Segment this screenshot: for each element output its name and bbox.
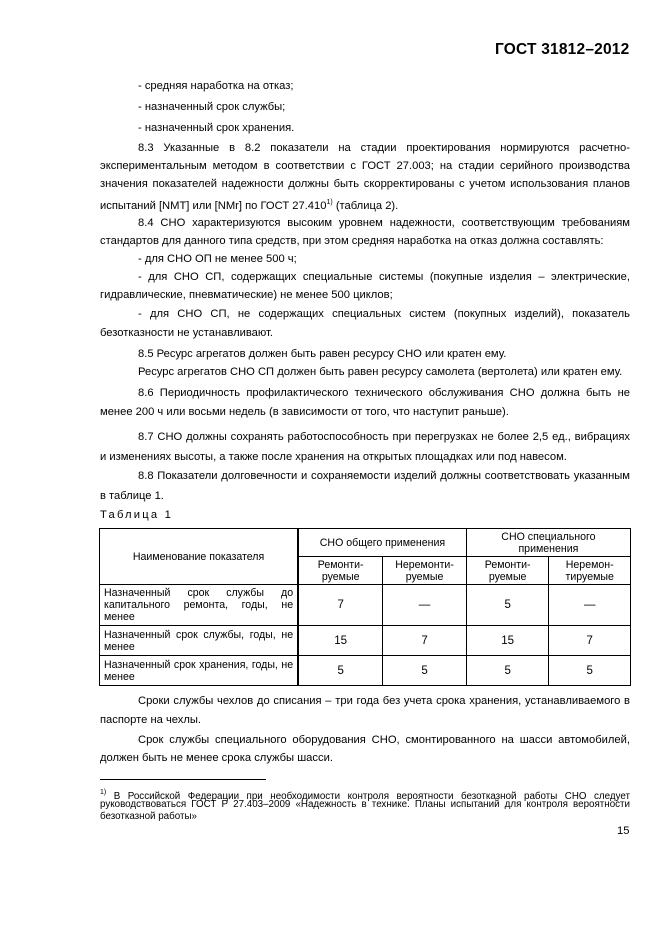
paragraph-line: 8.4 СНО характеризуются высоким уровнем надежности, соответствующим требованиям	[138, 217, 630, 229]
table-header-name: Наименование показателя	[100, 529, 299, 585]
footnote-line: безотказной работы»	[100, 811, 197, 822]
table-subheader: Неремон-тируемые	[549, 557, 631, 585]
table-row	[100, 626, 631, 656]
paragraph-line: Сроки службы чехлов до списания – три года без учета срока хранения, устанавливаемого в	[138, 695, 630, 707]
table-subheader: Ремонти-руемые	[466, 557, 549, 585]
paragraph-line: Срок службы специального оборудования СНО, смонтированного на шасси автомобилей,	[138, 734, 630, 746]
table-row	[100, 585, 631, 626]
list-item: - для СНО СП, не содержащих специальных систем (покупных изделий), показатель	[138, 308, 630, 320]
paragraph-line: стандартов для данного типа средств, при этом средняя наработка на отказ должна составлять:	[100, 235, 604, 247]
table-cell: 15	[298, 626, 383, 656]
paragraph-line: гидравлические, пневматические) не менее 500 циклов;	[100, 289, 393, 301]
paragraph-line: 8.8 Показатели долговечности и сохраняемости изделий должны соответствовать указанным	[138, 470, 630, 482]
footnote-ref: 1)	[326, 199, 333, 206]
paragraph-line: 8.6 Периодичность профилактического технического обслуживания СНО должна быть не	[138, 387, 630, 399]
list-item: - для СНО ОП не менее 500 ч;	[138, 253, 297, 265]
table-cell: 5	[466, 585, 549, 626]
table-cell-name: Назначенный срок службы, годы, не менее	[100, 626, 299, 656]
table-cell-name: Назначенный срок хранения, годы, не менее	[100, 656, 299, 686]
paragraph-line: должен быть не менее срока службы шасси.	[100, 752, 333, 764]
table-cell: 5	[383, 656, 467, 686]
table-caption: Таблица 1	[100, 509, 173, 521]
paragraph-line: и изменениях высоты, а также после хранения на открытых площадках или под навесом.	[100, 451, 567, 463]
paragraph-line: экспериментальным методом в соответствии с ГОСТ 27.003; на стадии серийного производства	[100, 160, 630, 172]
text-span: (таблица 2).	[332, 200, 399, 212]
footnote-mark: 1)	[100, 789, 107, 796]
paragraph-line: Ресурс агрегатов СНО СП должен быть равен ресурсу самолета (вертолета) или кратен ему.	[138, 366, 623, 378]
table-row	[100, 656, 631, 686]
paragraph-line: паспорте на чехлы.	[100, 714, 202, 726]
text-span: В Российской Федерации при необходимости контроля вероятности безотказной работы СНО следует	[106, 791, 630, 802]
table-cell: 5	[549, 656, 631, 686]
list-item: - для СНО СП, содержащих специальные системы (покупные изделия – электрические,	[138, 271, 630, 283]
table-subheader: Ремонти-руемые	[298, 557, 383, 585]
table-cell: —	[549, 585, 631, 626]
table-cell: 7	[298, 585, 383, 626]
table-header-general: СНО общего применения	[298, 529, 466, 557]
data-table	[99, 528, 631, 686]
list-item: - назначенный срок хранения.	[138, 122, 295, 134]
table-cell: 15	[466, 626, 549, 656]
paragraph-line: значения показателей надежности должны быть скорректированы с учетом использования планов	[100, 178, 630, 190]
paragraph-line: 8.5 Ресурс агрегатов должен быть равен ресурсу СНО или кратен ему.	[138, 348, 507, 360]
table-cell: —	[383, 585, 467, 626]
paragraph-line: в таблице 1.	[100, 490, 164, 502]
table-cell-name: Назначенный срок службы до капитального ремонта, годы, не менее	[100, 585, 299, 626]
table-subheader: Неремонти-руемые	[383, 557, 467, 585]
table-header-special: СНО специального применения	[466, 529, 630, 557]
list-item: - назначенный срок службы;	[138, 101, 286, 113]
table-cell: 7	[383, 626, 467, 656]
text-span: испытаний [NMT] или [NMr] по ГОСТ 27.410	[100, 200, 327, 212]
footnote-separator	[100, 779, 266, 780]
table-cell: 7	[549, 626, 631, 656]
list-item: - средняя наработка на отказ;	[138, 80, 294, 92]
footnote-line: руководствоваться ГОСТ Р 27.403–2009 «Надежность в технике. Планы испытаний для контроля вероятности	[100, 799, 630, 810]
paragraph-line: 8.3 Указанные в 8.2 показатели на стадии проектирования нормируются расчетно-	[138, 142, 630, 154]
document-header: ГОСТ 31812–2012	[495, 41, 630, 58]
table-cell: 5	[298, 656, 383, 686]
paragraph-line: 8.7 СНО должны сохранять работоспособность при перегрузках не более 2,5 ед., вибрациях	[138, 431, 630, 443]
page-number: 15	[617, 825, 630, 837]
table-cell: 5	[466, 656, 549, 686]
paragraph-line: менее 200 ч или восьми недель (в зависимости от того, что наступит раньше).	[100, 406, 509, 418]
paragraph-line: безотказности не устанавливают.	[100, 327, 274, 339]
paragraph-line	[100, 196, 398, 213]
